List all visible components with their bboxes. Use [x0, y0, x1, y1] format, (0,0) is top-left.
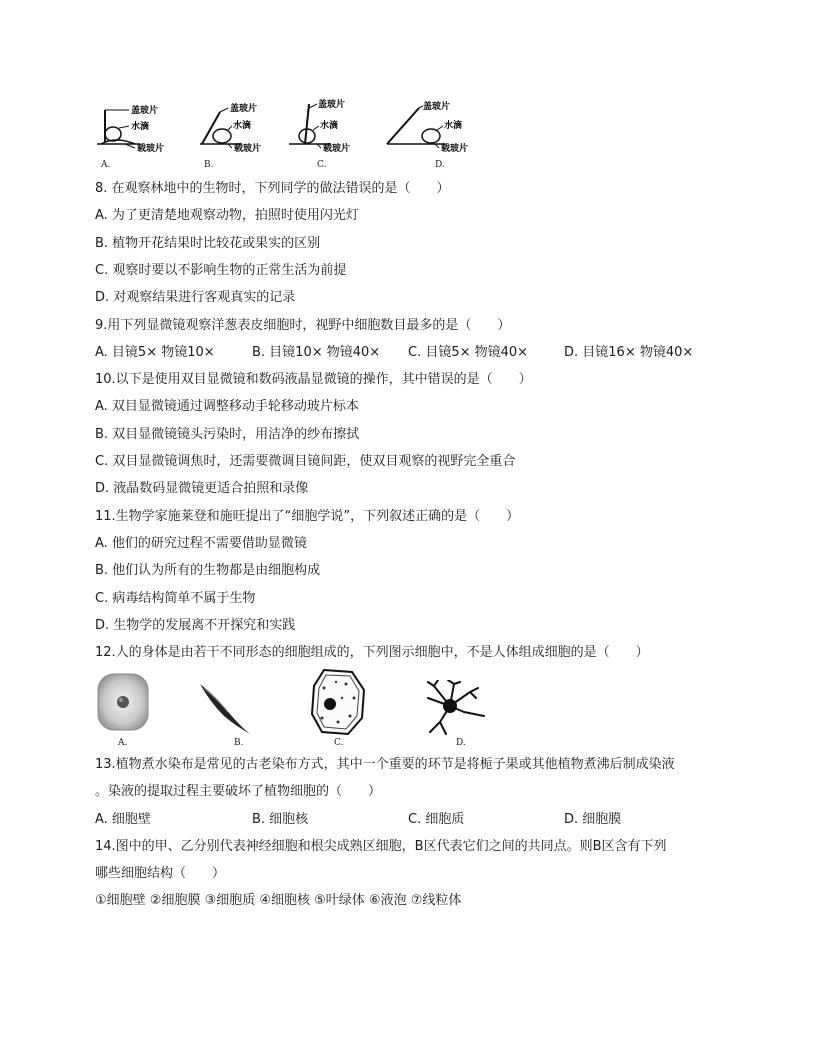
- q10-option-a: A. 双目显微镜通过调整移动手轮移动玻片标本: [95, 399, 359, 414]
- slide-figure-a: [95, 98, 185, 174]
- q13-option-d: D. 细胞膜: [564, 812, 622, 827]
- cell-label-d: D.: [456, 738, 466, 748]
- q11-option-a: A. 他们的研究过程不需要借助显微镜: [95, 536, 307, 551]
- q13-stem-line2: 。染液的提取过程主要破坏了植物细胞的（ ）: [95, 784, 382, 799]
- q8-stem: 8. 在观察林地中的生物时，下列同学的做法错误的是（ ）: [95, 181, 450, 196]
- slide-label: 载玻片: [323, 144, 351, 154]
- cell-figure-c: [310, 668, 370, 752]
- cover-slip-label: 盖玻片: [230, 104, 258, 114]
- q13-stem-line1: 13.植物煮水染布是常见的古老染布方式，其中一个重要的环节是将栀子果或其他植物煮沸后制成染液: [95, 757, 675, 772]
- q11-stem: 11.生物学家施莱登和施旺提出了“细胞学说”，下列叙述正确的是（ ）: [95, 509, 520, 524]
- water-drop-label: 水滴: [233, 121, 252, 131]
- q9-option-c: C. 目镜5× 物镜40×: [408, 345, 529, 360]
- q12-stem: 12.人的身体是由若干不同形态的细胞组成的，下列图示细胞中，不是人体组成细胞的是（ ）: [95, 645, 649, 660]
- cell-figure-b: [196, 678, 256, 752]
- cover-slip-label: 盖玻片: [318, 100, 346, 110]
- q13-option-a: A. 细胞壁: [95, 812, 151, 827]
- water-drop-label: 水滴: [444, 121, 463, 131]
- q10-option-c: C. 双目显微镜调焦时，还需要微调目镜间距，使双目观察的视野完全重合: [95, 454, 516, 469]
- q14-stem-line1: 14.图中的甲、乙分别代表神经细胞和根尖成熟区细胞，B区代表它们之间的共同点。则B区含有下列: [95, 839, 667, 854]
- slide-figure-c: [287, 96, 377, 174]
- slide-label: 载玻片: [137, 144, 165, 154]
- q8-option-a: A. 为了更清楚地观察动物，拍照时使用闪光灯: [95, 208, 359, 223]
- figure-label-d: D.: [435, 160, 445, 170]
- q14-stem-line2: 哪些细胞结构（ ）: [95, 866, 226, 881]
- q10-option-d: D. 液晶数码显微镜更适合拍照和录像: [95, 481, 309, 496]
- figure-label-a: A.: [101, 160, 111, 170]
- q8-option-c: C. 观察时要以不影响生物的正常生活为前提: [95, 263, 347, 278]
- figure-label-c: C.: [317, 160, 327, 170]
- cell-label-b: B.: [234, 738, 244, 748]
- q9-option-d: D. 目镜16× 物镜40×: [564, 345, 694, 360]
- slide-figure-d: [385, 98, 485, 174]
- slide-label: 载玻片: [234, 144, 262, 154]
- q11-option-b: B. 他们认为所有的生物都是由细胞构成: [95, 563, 321, 578]
- cell-figure-d: [424, 680, 494, 752]
- q14-items: ①细胞壁 ②细胞膜 ③细胞质 ④细胞核 ⑤叶绿体 ⑥液泡 ⑦线粒体: [95, 893, 462, 908]
- q9-stem: 9.用下列显微镜观察洋葱表皮细胞时，视野中细胞数目最多的是（ ）: [95, 318, 511, 333]
- water-drop-label: 水滴: [320, 121, 339, 131]
- q13-option-b: B. 细胞核: [252, 812, 309, 827]
- q8-option-d: D. 对观察结果进行客观真实的记录: [95, 290, 296, 305]
- slide-label: 载玻片: [441, 144, 469, 154]
- cell-label-c: C.: [334, 738, 344, 748]
- cell-label-a: A.: [118, 738, 128, 748]
- q10-option-b: B. 双目显微镜镜头污染时，用洁净的纱布擦拭: [95, 427, 360, 442]
- q9-options: [95, 344, 715, 362]
- q8-option-b: B. 植物开花结果时比较花或果实的区别: [95, 236, 321, 251]
- q11-option-d: D. 生物学的发展离不开探究和实践: [95, 618, 296, 633]
- slide-figure-b: [198, 98, 288, 174]
- q9-option-a: A. 目镜5× 物镜10×: [95, 345, 215, 360]
- q9-option-b: B. 目镜10× 物镜40×: [252, 345, 381, 360]
- q13-option-c: C. 细胞质: [408, 812, 465, 827]
- cover-slip-label: 盖玻片: [423, 102, 451, 112]
- figure-label-b: B.: [204, 160, 214, 170]
- q11-option-c: C. 病毒结构简单不属于生物: [95, 591, 256, 606]
- q13-options: [95, 811, 715, 829]
- water-drop-label: 水滴: [131, 122, 150, 132]
- cell-figure-a: [96, 672, 156, 752]
- q10-stem: 10.以下是使用双目显微镜和数码液晶显微镜的操作，其中错误的是（ ）: [95, 372, 532, 387]
- cover-slip-label: 盖玻片: [131, 106, 159, 116]
